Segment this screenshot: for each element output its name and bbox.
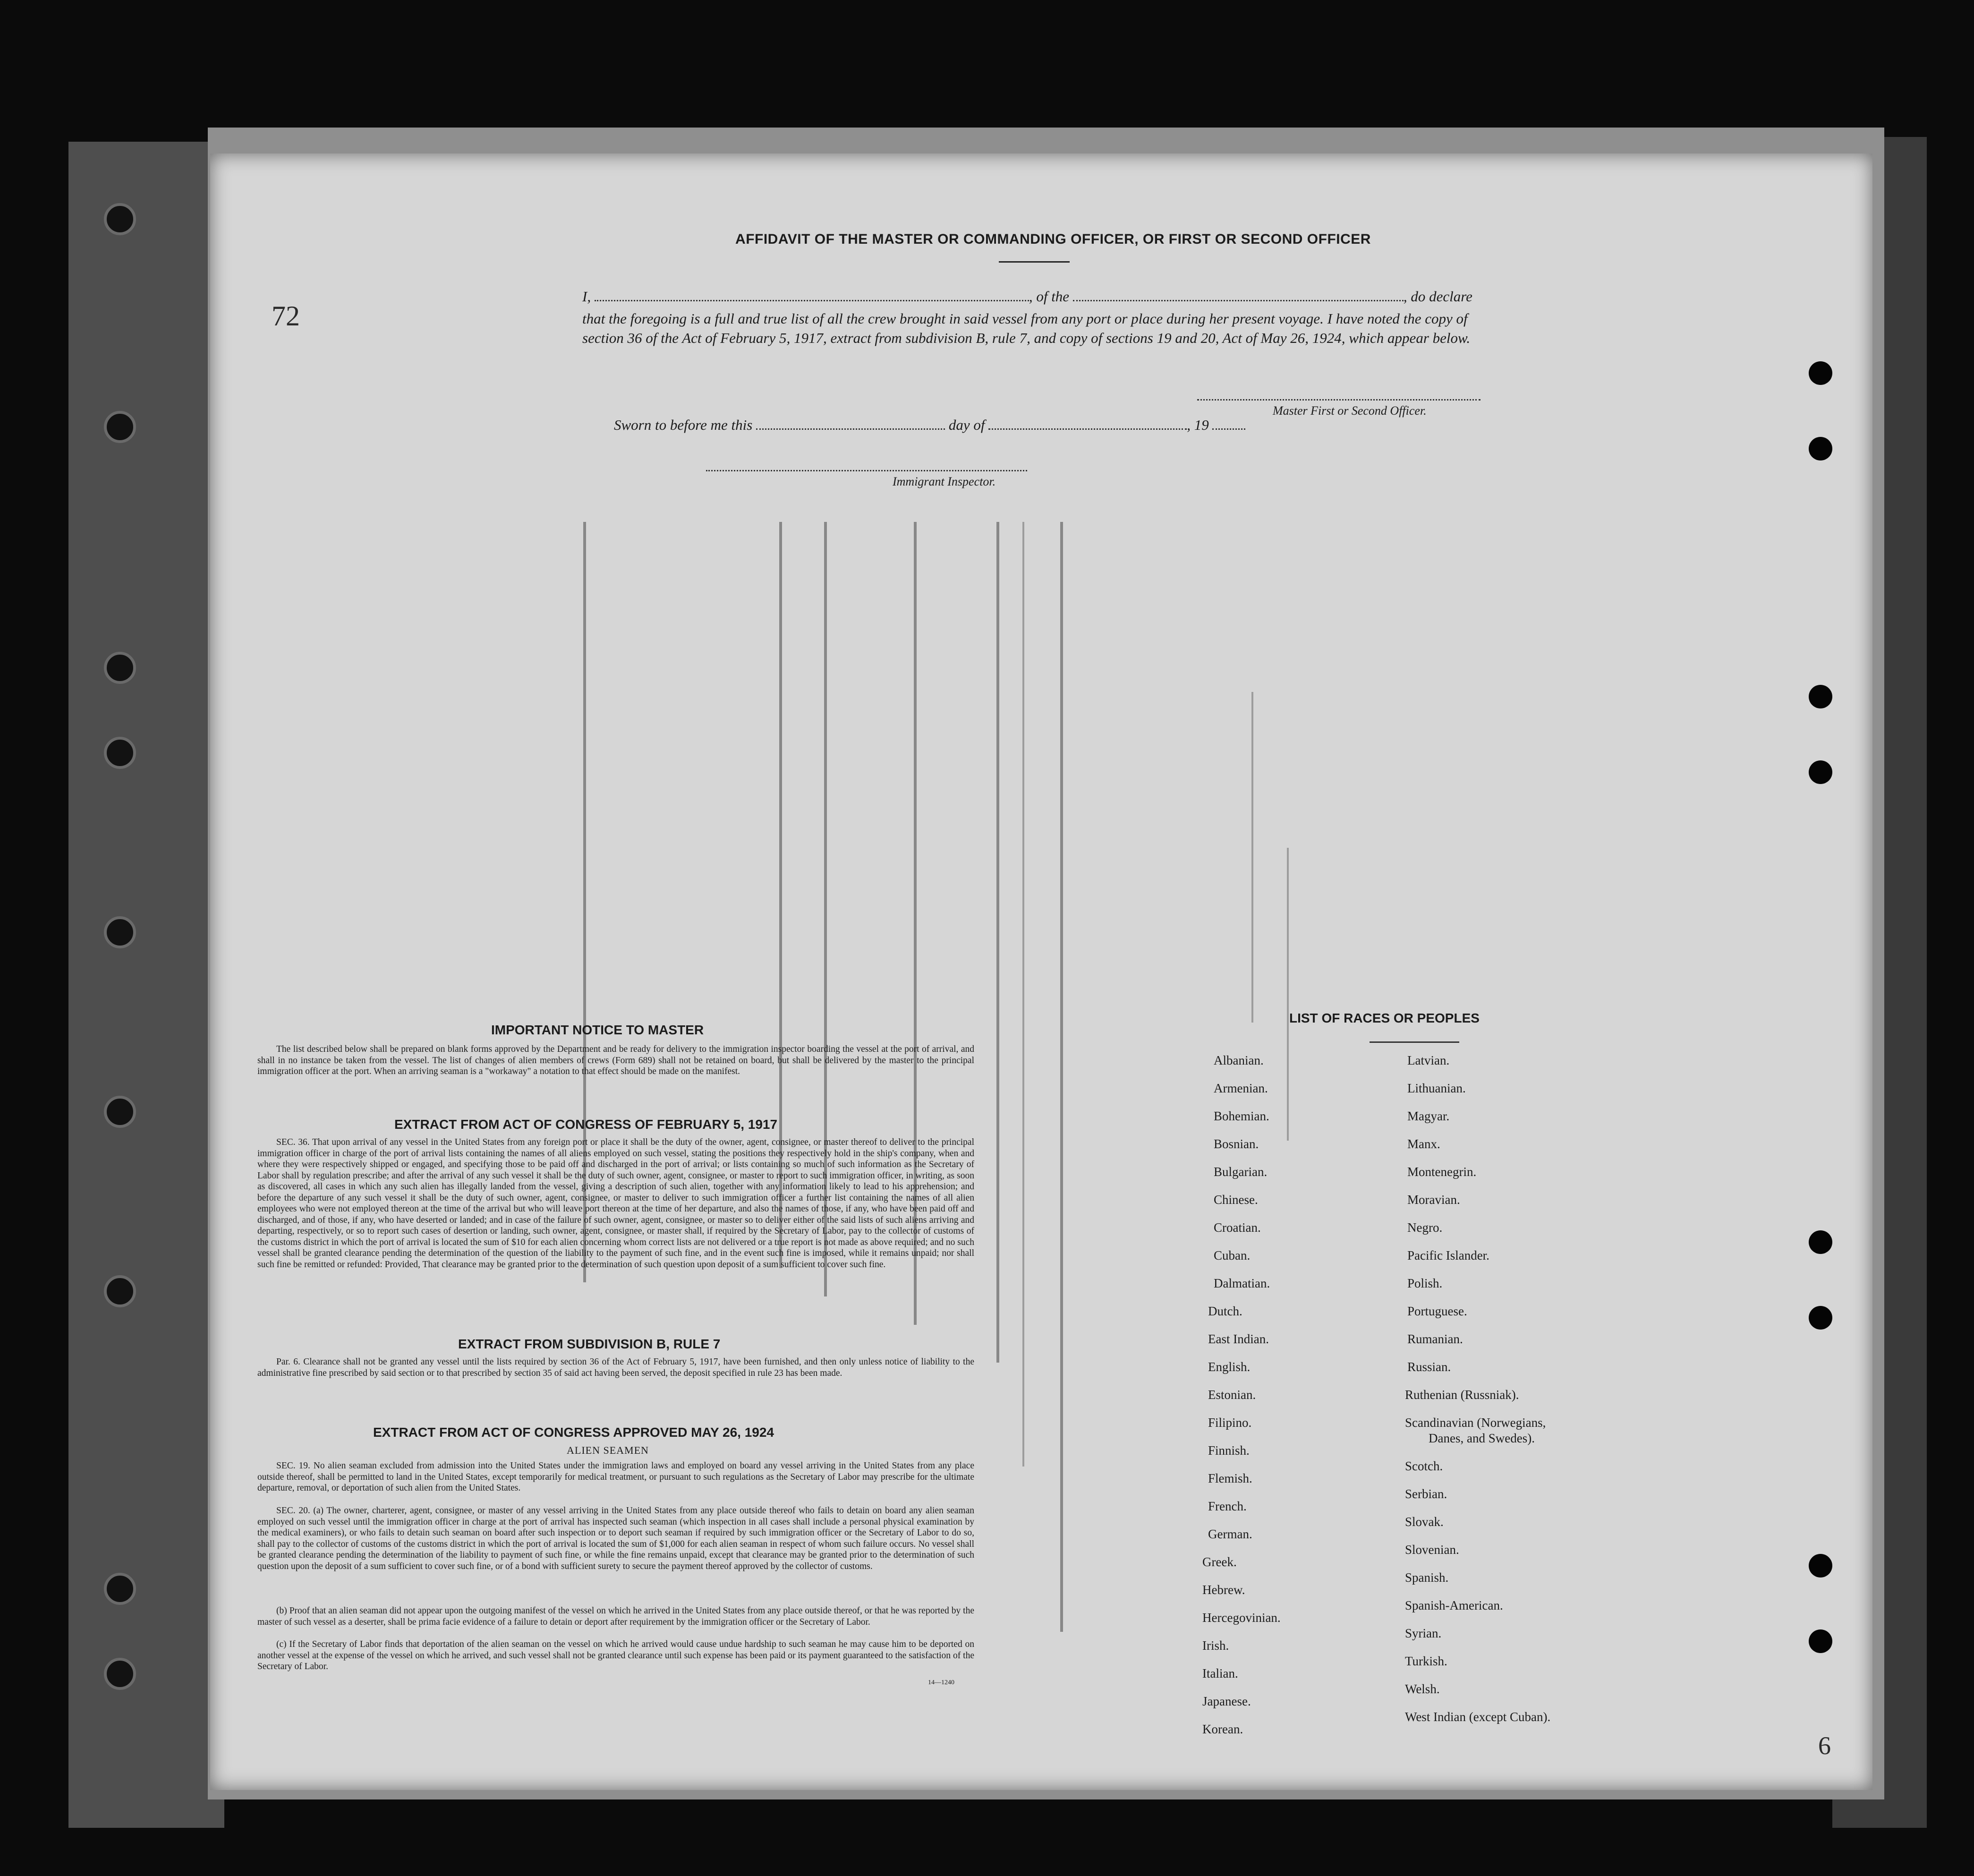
sworn-year: , 19	[1187, 417, 1209, 433]
race-item: Scandinavian (Norwegians,	[1405, 1416, 1546, 1430]
affidavit-i: I,	[582, 288, 591, 305]
inspector-signature-caption: Immigrant Inspector.	[893, 475, 996, 488]
form-number: 14—1240	[928, 1679, 954, 1686]
race-item: Portuguese.	[1407, 1304, 1467, 1318]
punch-hole	[1809, 685, 1832, 708]
race-item: Pacific Islander.	[1407, 1248, 1489, 1262]
race-item: Latvian.	[1407, 1053, 1450, 1067]
race-item: Moravian.	[1407, 1193, 1460, 1207]
race-item: Spanish.	[1405, 1570, 1449, 1585]
race-item: Chinese.	[1214, 1193, 1258, 1207]
binder-strip	[68, 142, 224, 1828]
affidavit-title: AFFIDAVIT OF THE MASTER OR COMMANDING OFFICER, OR FIRST OR SECOND OFFICER	[735, 231, 1371, 247]
race-item: Croatian.	[1214, 1220, 1261, 1235]
master-signature-caption: Master First or Second Officer.	[1273, 404, 1427, 418]
document-page	[210, 153, 1872, 1790]
handwritten-mark: 6	[1818, 1731, 1831, 1760]
binder-hole	[104, 652, 136, 684]
punch-hole	[1809, 1306, 1832, 1330]
sworn-start: Sworn to before me this	[614, 417, 753, 433]
inspector-signature-line	[706, 470, 1027, 471]
race-item: Welsh.	[1405, 1682, 1440, 1696]
binder-hole	[104, 737, 136, 769]
section-19-text: SEC. 19. No alien seaman excluded from admission into the United States under the immigration laws and employed on board any vessel arriving in the United States from any place outside thereof, shall be permitted to land in the United States, except temporarily for medical treatment, or pursuant to such regulations as the Secretary of Labor may prescribe for the ultimate departure, removal, or deportation of such alien from the United States.	[257, 1461, 974, 1493]
extract-1924-title: EXTRACT FROM ACT OF CONGRESS APPROVED MAY 26, 1924	[373, 1425, 774, 1440]
race-item: Irish.	[1202, 1638, 1229, 1653]
race-item: Polish.	[1407, 1276, 1443, 1290]
race-item: Magyar.	[1407, 1109, 1450, 1123]
extract-rule7-title: EXTRACT FROM SUBDIVISION B, RULE 7	[458, 1337, 721, 1351]
binder-hole	[104, 203, 136, 235]
race-item: German.	[1208, 1527, 1252, 1541]
race-item: Negro.	[1407, 1220, 1443, 1235]
affidavit-declare: , do declare	[1403, 288, 1472, 305]
bleed-through-column-line	[996, 522, 999, 1363]
race-item: Italian.	[1202, 1666, 1238, 1680]
binder-hole	[104, 1096, 136, 1128]
affidavit-line-1	[582, 288, 1472, 305]
punch-hole	[1809, 760, 1832, 784]
race-item: Bosnian.	[1214, 1137, 1259, 1151]
race-item: Dutch.	[1208, 1304, 1242, 1318]
race-item: Syrian.	[1405, 1626, 1442, 1640]
race-item: Korean.	[1202, 1722, 1243, 1736]
race-item: Russian.	[1407, 1360, 1451, 1374]
race-item: Bulgarian.	[1214, 1165, 1268, 1179]
punch-hole	[1809, 437, 1832, 460]
handwritten-page-number: 72	[272, 300, 300, 332]
bleed-through-column-line	[1251, 692, 1253, 1023]
race-item: French.	[1208, 1499, 1247, 1513]
extract-1917-title: EXTRACT FROM ACT OF CONGRESS OF FEBRUARY 5, 1917	[394, 1117, 778, 1132]
sworn-day-of: day of	[948, 417, 985, 433]
race-item: Bohemian.	[1214, 1109, 1269, 1123]
race-item: Lithuanian.	[1407, 1081, 1466, 1095]
extract-rule7-text: Par. 6. Clearance shall not be granted any vessel until the lists required by section 36 of the Act of February 5, 1917, have been furnished, and then only unless notice of liability to the administrative fine prescribed by said section or to that prescribed by section 35 of said act having been served, the deposit specified in rule 23 has been made.	[257, 1357, 974, 1378]
punch-hole	[1809, 1230, 1832, 1254]
binder-hole	[104, 1573, 136, 1605]
race-item: Ruthenian (Russniak).	[1405, 1388, 1519, 1402]
race-item: Filipino.	[1208, 1416, 1252, 1430]
race-item: Slovenian.	[1405, 1543, 1459, 1557]
race-item: Slovak.	[1405, 1515, 1444, 1529]
sworn-month-blank	[988, 418, 1187, 430]
race-item: Finnish.	[1208, 1443, 1250, 1458]
vessel-blank	[1073, 290, 1404, 301]
race-item: Turkish.	[1405, 1654, 1447, 1668]
race-item: Rumanian.	[1407, 1332, 1463, 1346]
binder-hole	[104, 411, 136, 443]
master-signature-line	[1197, 399, 1480, 401]
race-item: Flemish.	[1208, 1471, 1252, 1485]
extract-1917-text: SEC. 36. That upon arrival of any vessel in the United States from any foreign port or place it shall be the duty of the owner, agent, consignee, or master thereof to deliver to the principal immigration officer in charge of the port of arrival lists containing the names of all aliens employed on such vessel, stating the positions they respectively hold in the ship's company, when and where they were respectively shipped or engaged, and specifying those to be paid off and discharged in the port of arrival; or lists containing so much of such information as the Secretary of Labor shall by regulation prescribe; and after the arrival of any such vessel it shall be the duty of such owner, agent, consignee, or master to report to such immigration officer, in writing, as soon as discovered, all cases in which any such alien has illegally landed from the vessel, giving a description of such alien, together with any information likely to lead to his apprehension; and before the departure of any such vessel it shall be the duty of such owner, agent, consignee, or master to deliver to such immigration officer a further list containing the names of all alien employees who were not employed thereon at the time of the arrival but who will leave port thereon at the time of her departure, and also the names of those, if any, who have been paid off and discharged, and of those, if any, who have deserted or landed; and in case of the failure of such owner, agent, consignee, or master so to deliver either of the said lists of such aliens arriving and departing, respectively, or so to report such cases of desertion or landing, such owner, agent, consignee, or master shall, if required by the Secretary of Labor, pay to the collector of customs of the customs district in which the port of arrival is located the sum of $10 for each alien concerning whom correct lists are not delivered or a true report is not made as above required; and no such vessel shall be granted clearance pending the determination of the question of the liability to the payment of such fine, and in the event such fine is imposed, while it remains unpaid; nor shall such fine be remitted or refunded: Provided, That clearance may be granted prior to the determination of such question upon deposit of a sum sufficient to cover such fine.	[257, 1137, 974, 1270]
race-item: Japanese.	[1202, 1694, 1251, 1708]
notice-title: IMPORTANT NOTICE TO MASTER	[491, 1023, 704, 1037]
race-item: Estonian.	[1208, 1388, 1256, 1402]
section-20a-text: SEC. 20. (a) The owner, charterer, agent, consignee, or master of any vessel arriving in the United States from any place outside thereof who fails to detain on board any alien seaman employed on such vessel until the immigration officer in charge at the port of arrival has inspected such seaman (which inspection in all cases shall include a personal physical examination by the medical examiners), or who fails to detain such seaman on board after such inspection or to deport such seaman if required by such immigration officer or the Secretary of Labor to do so, shall pay to the collector of customs of the customs district in which the port of arrival is located the sum of $1,000 for each alien seaman in respect of whom such failure occurs. No vessel shall be granted clearance pending the determination of the liability to payment of such fine, or while the fine remains unpaid, except that clearance may be granted prior to the determination of such question upon the deposit of a sum sufficient to cover such fine, or of a bond with sufficient surety to secure the payment thereof approved by the collector of customs.	[257, 1506, 974, 1571]
title-rule	[999, 261, 1070, 263]
race-item: Manx.	[1407, 1137, 1440, 1151]
race-item: Hercegovinian.	[1202, 1611, 1281, 1625]
section-20c-text: (c) If the Secretary of Labor finds that deportation of the alien seaman on the vessel on which he arrived would cause undue hardship to such seaman he may cause him to be deported on another vessel at the expense of the vessel on which he arrived, and such vessel shall not be granted clearance until such expense has been paid or its payment guaranteed to the satisfaction of the Secretary of Labor.	[257, 1639, 974, 1671]
race-item: English.	[1208, 1360, 1251, 1374]
sworn-date-blank	[756, 418, 945, 430]
race-item: Armenian.	[1214, 1081, 1268, 1095]
affidavit-declaration: that the foregoing is a full and true list of all the crew brought in said vessel from any port or place during her present voyage. I have noted the copy of section 36 of the Act of February 5, 1917, extract from subdivision B, rule 7, and copy of sections 19 and 20, Act of May 26, 1924, which appear below.	[582, 310, 1471, 346]
punch-hole	[1809, 1629, 1832, 1653]
race-item: Dalmatian.	[1214, 1276, 1270, 1290]
binder-hole	[104, 1658, 136, 1690]
punch-hole	[1809, 1554, 1832, 1578]
race-item: West Indian (except Cuban).	[1405, 1710, 1551, 1724]
race-item: Danes, and Swedes).	[1429, 1431, 1535, 1445]
name-blank	[595, 290, 1029, 301]
extract-1924-subtitle: ALIEN SEAMEN	[567, 1444, 649, 1456]
binder-hole	[104, 1275, 136, 1307]
bleed-through-column-line	[1287, 848, 1289, 1141]
races-title: LIST OF RACES OR PEOPLES	[1289, 1011, 1480, 1025]
race-item: Spanish-American.	[1405, 1598, 1503, 1612]
race-item: Hebrew.	[1202, 1583, 1245, 1597]
sworn-year-blank	[1212, 418, 1245, 430]
race-item: Scotch.	[1405, 1459, 1443, 1473]
notice-text: The list described below shall be prepared on blank forms approved by the Department and be ready for delivery to the immigration inspector boarding the vessel at the port of arrival, and shall in no instance be taken from the vessel. The list of changes of alien members of crews (Form 689) shall not be retained on board, but shall be delivered by the master to the principal immigration officer at the port. When an arriving seaman is a "workaway" a notation to that effect should be made on the manifest.	[257, 1044, 974, 1076]
affidavit-of-the: , of the	[1029, 288, 1070, 305]
race-item: Greek.	[1202, 1555, 1237, 1569]
race-item: Serbian.	[1405, 1487, 1447, 1501]
punch-hole	[1809, 361, 1832, 385]
race-item: East Indian.	[1208, 1332, 1269, 1346]
bleed-through-column-line	[1060, 522, 1063, 1632]
race-item: Albanian.	[1214, 1053, 1264, 1067]
race-item: Montenegrin.	[1407, 1165, 1477, 1179]
races-title-rule	[1370, 1041, 1459, 1043]
binder-hole	[104, 916, 136, 948]
sworn-line	[614, 417, 1245, 434]
bleed-through-column-line	[1022, 522, 1024, 1467]
section-20b-text: (b) Proof that an alien seaman did not appear upon the outgoing manifest of the vessel on which he arrived in the United States from any place outside thereof, or that he was reported by the master of such vessel as a deserter, shall be prima facie evidence of a failure to detain or deport after requirement by the immigration officer or the Secretary of Labor.	[257, 1606, 974, 1627]
race-item: Cuban.	[1214, 1248, 1251, 1262]
